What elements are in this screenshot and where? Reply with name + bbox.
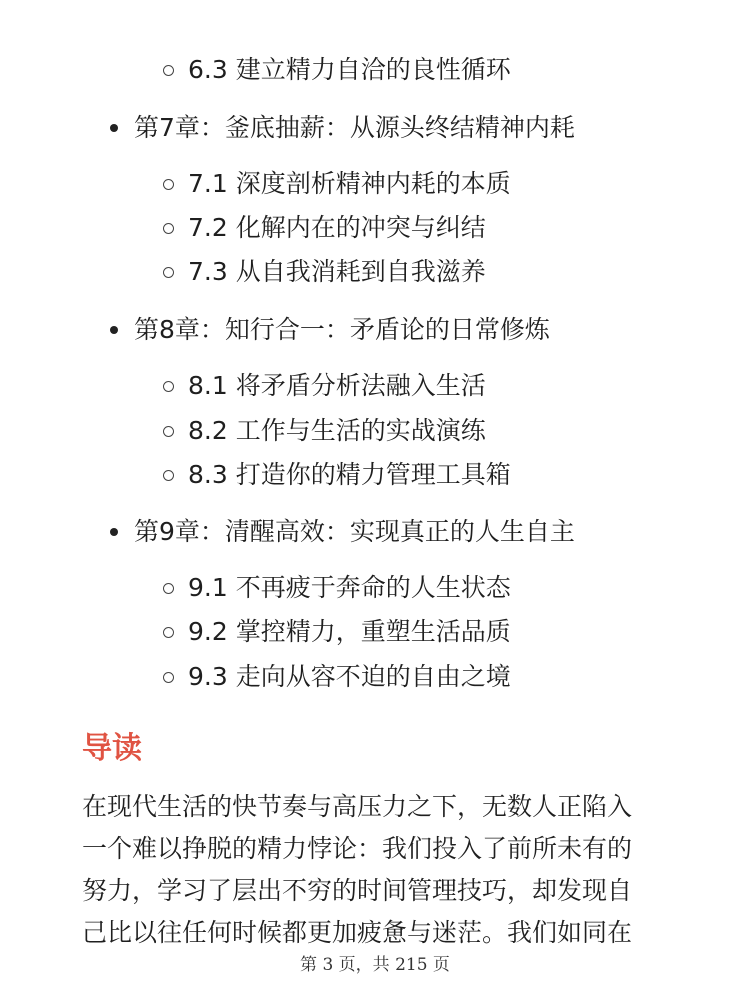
hollow-bullet-icon [163, 426, 174, 437]
hollow-bullet-icon [163, 223, 174, 234]
hollow-bullet-icon [163, 627, 174, 638]
toc-chapter-label: 第7章：釜底抽薪：从源头终结精神内耗 [134, 113, 575, 142]
paragraph-line: 努力，学习了层出不穷的时间管理技巧，却发现自 [82, 876, 633, 905]
filled-bullet-icon [110, 528, 118, 536]
toc-section-label: 9.1 不再疲于奔命的人生状态 [188, 573, 511, 602]
hollow-bullet-icon [163, 381, 174, 392]
toc-section-label: 7.1 深度剖析精神内耗的本质 [188, 169, 511, 198]
toc-section-label: 7.2 化解内在的冲突与纠结 [188, 213, 486, 242]
toc-section-label: 8.2 工作与生活的实战演练 [188, 416, 486, 445]
toc-section-label: 8.1 将矛盾分析法融入生活 [188, 371, 486, 400]
paragraph-line: 己比以往任何时候都更加疲惫与迷茫。我们如同在 [82, 918, 633, 947]
toc-section-label: 9.3 走向从容不迫的自由之境 [188, 662, 511, 691]
hollow-bullet-icon [163, 583, 174, 594]
toc-section-label: 8.3 打造你的精力管理工具箱 [188, 460, 511, 489]
toc-section-label: 6.3 建立精力自洽的良性循环 [188, 55, 511, 84]
paragraph-line: 在现代生活的快节奏与高压力之下，无数人正陷入 [82, 792, 633, 821]
hollow-bullet-icon [163, 672, 174, 683]
toc-chapter-label: 第8章：知行合一：矛盾论的日常修炼 [134, 315, 550, 344]
toc-chapter-label: 第9章：清醒高效：实现真正的人生自主 [134, 517, 575, 546]
page-number-footer: 第 3 页，共 215 页 [300, 955, 450, 975]
hollow-bullet-icon [163, 65, 174, 76]
filled-bullet-icon [110, 326, 118, 334]
hollow-bullet-icon [163, 470, 174, 481]
filled-bullet-icon [110, 124, 118, 132]
toc-section-label: 7.3 从自我消耗到自我滋养 [188, 257, 486, 286]
intro-paragraph [82, 786, 672, 954]
paragraph-line: 一个难以挣脱的精力悖论：我们投入了前所未有的 [82, 834, 633, 863]
intro-heading: 导读 [82, 731, 142, 766]
hollow-bullet-icon [163, 179, 174, 190]
toc-section-label: 9.2 掌控精力，重塑生活品质 [188, 617, 511, 646]
hollow-bullet-icon [163, 267, 174, 278]
